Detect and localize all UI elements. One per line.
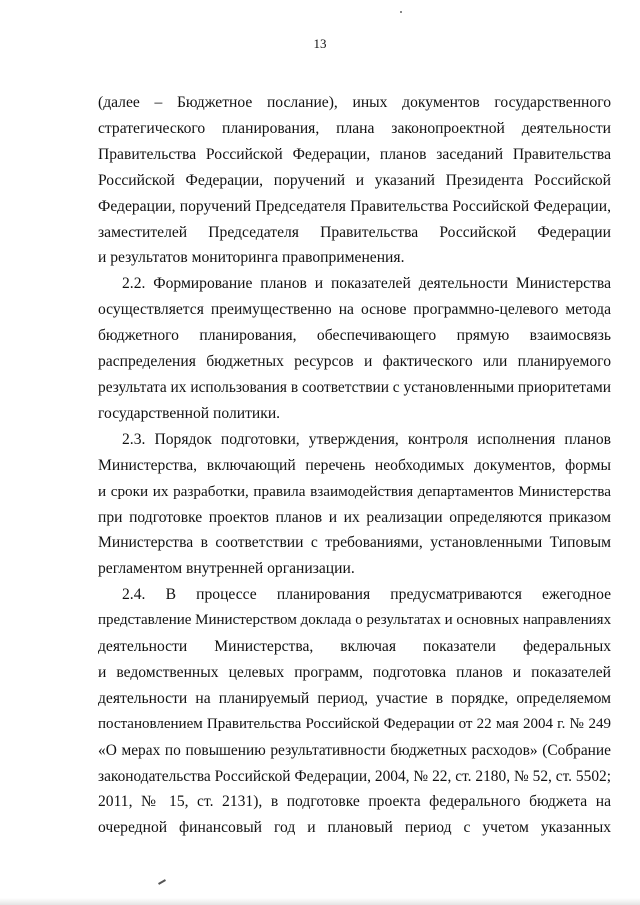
text-line: Федерации, поручений Председателя Правительства Российской Федерации, <box>98 197 611 215</box>
text-line: 2.2. Формирование планов и показателей деятельности Министерства <box>122 275 611 293</box>
text-line: 2.4. В процессе планирования предусматриваются ежегодное <box>122 586 611 604</box>
text-line: распределения бюджетных ресурсов и фактического или планируемого <box>98 353 611 371</box>
text-line: стратегического планирования, плана законопроектной деятельности <box>98 119 611 137</box>
text-line: представление Министерством доклада о результатах и основных направлениях <box>98 612 611 629</box>
text-line: бюджетного планирования, обеспечивающего прямую взаимосвязь <box>98 327 611 345</box>
document-body <box>98 90 611 841</box>
text-line: осуществляется преимущественно на основе программно-целевого метода <box>98 301 611 319</box>
text-line: и сроки их разработки, правила взаимодействия департаментов Министерства <box>98 482 611 500</box>
text-line: результата их использования в соответствии с установленными приоритетами <box>98 378 611 396</box>
paragraph-continuation <box>98 90 611 271</box>
text-line: государственной политики. <box>98 404 281 422</box>
scan-edge-shadow <box>0 898 640 905</box>
text-line: регламентом внутренней организации. <box>98 560 355 578</box>
text-line: деятельности на планируемый период, участие в порядке, определяемом <box>98 689 611 707</box>
text-line: очередной финансовый год и плановый период с учетом указанных <box>98 819 611 837</box>
text-line: заместителей Председателя Правительства Российской Федерации <box>98 223 611 241</box>
text-line: (далее – Бюджетное послание), иных документов государственного <box>98 94 611 111</box>
paragraph-2-3 <box>98 427 611 582</box>
text-line: Российской Федерации, поручений и указаний Президента Российской <box>98 171 611 189</box>
pen-mark <box>158 879 166 885</box>
text-line: и результатов мониторинга правоприменения. <box>98 249 405 267</box>
text-line: Правительства Российской Федерации, планов заседаний Правительства <box>98 145 611 163</box>
text-line: Министерства в соответствии с требованиями, установленными Типовым <box>98 534 611 552</box>
page-number: 13 <box>313 36 327 51</box>
paragraph-2-4 <box>98 582 611 841</box>
paragraph-2-2 <box>98 271 611 426</box>
text-line: постановлением Правительства Российской Федерации от 22 мая 2004 г. № 249 <box>98 715 611 732</box>
text-line: «О мерах по повышению результативности бюджетных расходов» (Собрание <box>98 741 611 759</box>
text-line: Министерства, включающий перечень необходимых документов, формы <box>98 456 611 474</box>
text-line: и ведомственных целевых программ, подготовка планов и показателей <box>98 663 611 681</box>
text-line: деятельности Министерства, включая показатели федеральных <box>98 638 611 656</box>
text-line: при подготовке проектов планов и их реализации определяются приказом <box>98 508 611 526</box>
text-line: 2.3. Порядок подготовки, утверждения, контроля исполнения планов <box>122 430 611 448</box>
text-line: законодательства Российской Федерации, 2004, № 22, ст. 2180, № 52, ст. 5502; <box>98 767 611 785</box>
text-line: 2011, № 15, ст. 2131), в подготовке проекта федерального бюджета на <box>98 793 611 811</box>
scan-speck <box>400 11 402 13</box>
